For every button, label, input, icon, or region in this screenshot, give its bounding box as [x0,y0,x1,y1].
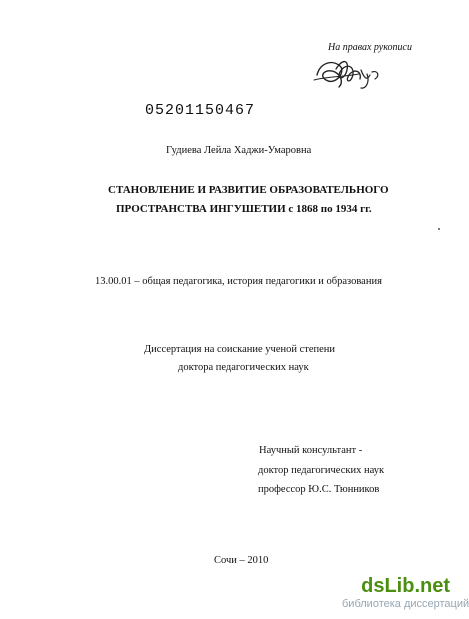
rights-note: На правах рукописи [328,42,412,53]
degree-line-2: доктора педагогических наук [178,362,309,373]
author-name: Гудиева Лейла Хаджи-Умаровна [166,145,312,156]
consultant-line-1: Научный консультант - [259,445,363,456]
dslib-subtitle: библиотека диссертаций [342,598,469,610]
consultant-line-2: доктор педагогических наук [258,465,385,476]
dslib-watermark [342,575,469,615]
scan-dot [438,228,440,230]
city-year: Сочи – 2010 [214,555,269,566]
dslib-logo: dsLib.net [361,575,450,597]
dissertation-title-line-1: СТАНОВЛЕНИЕ И РАЗВИТИЕ ОБРАЗОВАТЕЛЬНОГО [108,184,389,196]
handwritten-signature [312,52,384,92]
dissertation-title-line-2: ПРОСТРАНСТВА ИНГУШЕТИИ с 1868 по 1934 гг. [116,203,372,215]
registration-code: 05201150467 [145,102,256,119]
specialty-code: 13.00.01 – общая педагогика, история педагогики и образования [95,276,382,287]
degree-line-1: Диссертация на соискание ученой степени [144,344,336,355]
consultant-line-3: профессор Ю.С. Тюнников [258,484,380,495]
